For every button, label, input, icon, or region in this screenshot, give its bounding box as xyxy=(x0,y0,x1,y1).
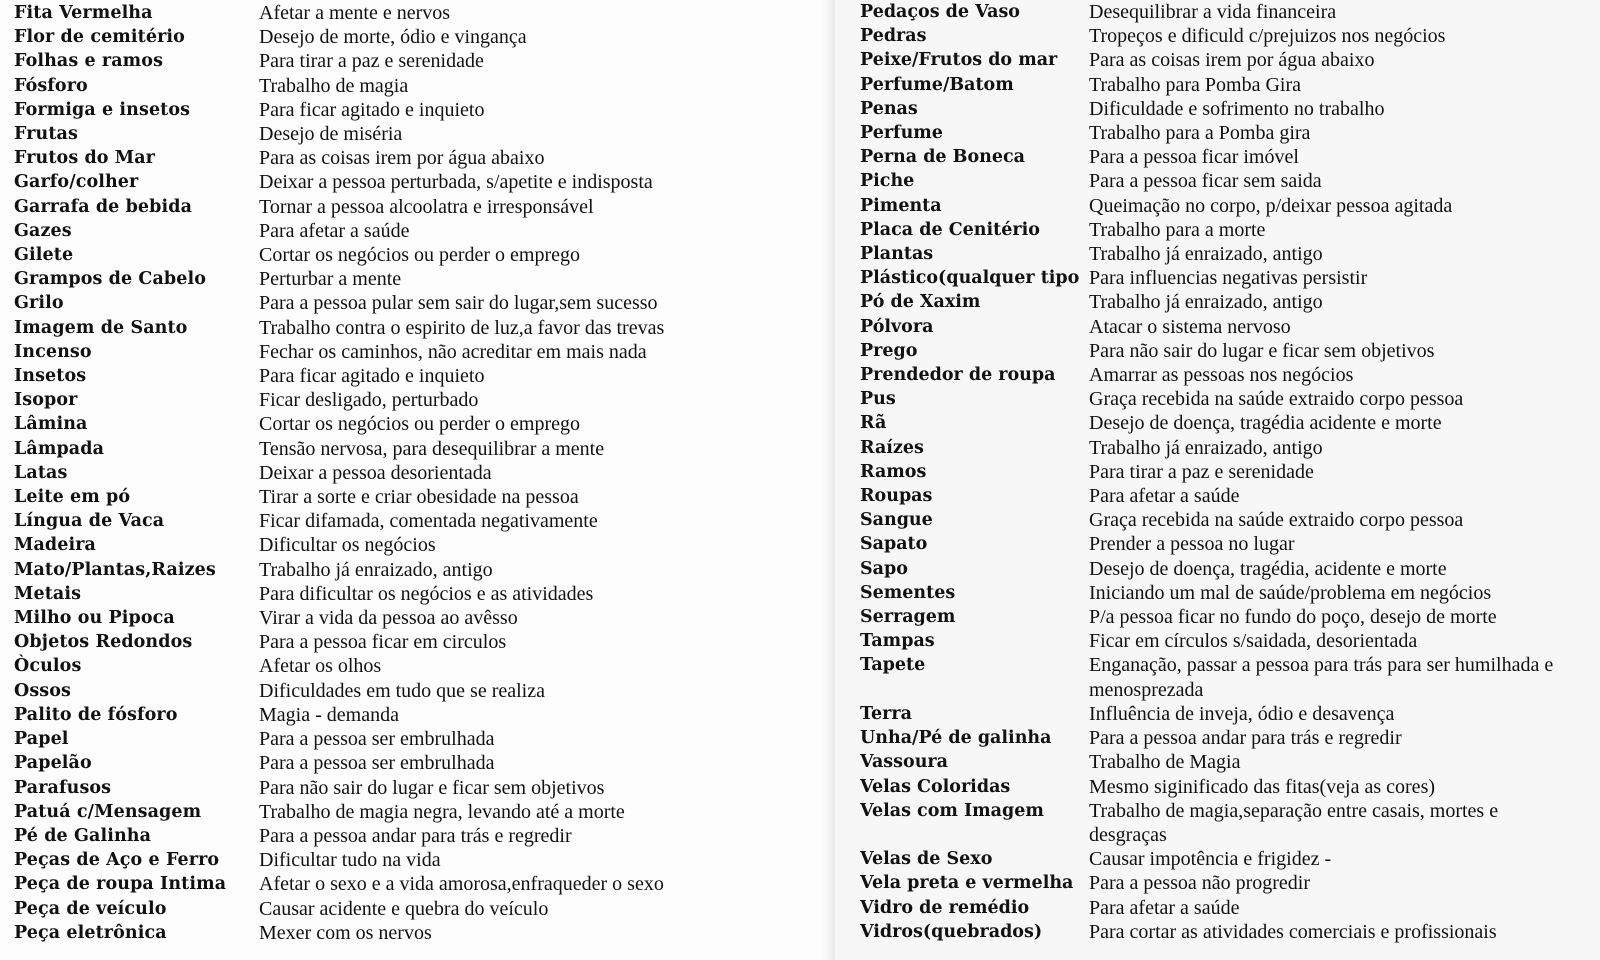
entry-meaning: Dificultar os negócios xyxy=(259,534,436,557)
entry-meaning: Para ficar agitado e inquieto xyxy=(259,98,485,121)
entry-term: Papelão xyxy=(14,753,92,774)
entry-term: Flor de cemitério xyxy=(14,27,185,48)
entry-term: Leite em pó xyxy=(14,487,131,508)
entry-term: Sangue xyxy=(860,510,933,531)
entry-term: Língua de Vaca xyxy=(14,511,165,532)
entry-meaning: Para a pessoa andar para trás e regredir xyxy=(1089,727,1402,750)
entry-meaning: Para a pessoa ficar em circulos xyxy=(259,631,507,654)
entry-row xyxy=(860,97,1600,121)
entry-meaning: Para não sair do lugar e ficar sem objetivos xyxy=(259,776,605,799)
entry-term: Vela preta e vermelha xyxy=(860,873,1074,894)
entry-term: Gazes xyxy=(14,220,72,241)
entry-meaning: Causar acidente e quebra do veículo xyxy=(259,897,549,920)
entry-row xyxy=(860,726,1600,750)
entry-term: Plantas xyxy=(860,244,934,265)
entry-term: Serragem xyxy=(860,607,956,628)
entry-term: Isopor xyxy=(14,390,78,411)
entry-row xyxy=(860,508,1600,532)
entry-row xyxy=(14,776,835,800)
entry-meaning: Para afetar a saúde xyxy=(259,219,410,242)
entry-term: Òculos xyxy=(14,656,82,677)
entry-meaning: Atacar o sistema nervoso xyxy=(1089,315,1291,338)
entry-row xyxy=(14,437,835,461)
entry-meaning: Dificultar tudo na vida xyxy=(259,849,441,872)
entry-term: Mato/Plantas,Raizes xyxy=(14,559,216,580)
entry-row xyxy=(14,243,835,267)
entry-meaning: Trabalho para a Pomba gira xyxy=(1089,122,1311,145)
entry-meaning: Trabalho de magia negra, levando até a morte xyxy=(259,800,625,823)
entry-row xyxy=(860,847,1600,871)
right-page xyxy=(835,0,1600,960)
entry-row xyxy=(14,98,835,122)
entry-row xyxy=(14,679,835,703)
entry-meaning: Cortar os negócios ou perder o emprego xyxy=(259,413,581,436)
entry-term: Piche xyxy=(860,171,915,192)
entry-row xyxy=(860,653,1600,701)
entry-meaning: Fechar os caminhos, não acreditar em mais nada xyxy=(259,340,647,363)
entry-row xyxy=(14,1,835,25)
entry-term: Papel xyxy=(14,729,69,750)
entry-meaning: Influência de inveja, ódio e desavença xyxy=(1089,702,1395,725)
entry-meaning: Ficar difamada, comentada negativamente xyxy=(259,510,598,533)
entry-row xyxy=(860,121,1600,145)
entry-meaning: Afetar a mente e nervos xyxy=(259,2,451,24)
entry-term: Perfume/Batom xyxy=(860,74,1014,95)
entry-term: Velas com Imagem xyxy=(860,800,1044,821)
entry-term: Parafusos xyxy=(14,777,112,798)
entry-row xyxy=(14,146,835,170)
entry-row xyxy=(14,412,835,436)
entry-term: Sapo xyxy=(860,558,908,579)
entry-meaning: Tornar a pessoa alcoolatra e irresponsável xyxy=(259,195,594,218)
entry-meaning: Trabalho já enraizado, antigo xyxy=(1089,436,1323,459)
entry-row xyxy=(860,363,1600,387)
entry-row xyxy=(14,485,835,509)
entry-meaning: Trabalho contra o espirito de luz,a favor das trevas xyxy=(259,316,665,339)
entry-term: Ramos xyxy=(860,461,927,482)
entry-term: Grilo xyxy=(14,293,64,314)
entry-meaning: Para a pessoa não progredir xyxy=(1089,872,1311,895)
entry-row xyxy=(14,461,835,485)
entry-row xyxy=(14,582,835,606)
entry-term: Sapato xyxy=(860,534,928,555)
entry-term: Objetos Redondos xyxy=(14,632,193,653)
entry-meaning: Para dificultar os negócios e as atividades xyxy=(259,582,594,605)
entry-term: Fósforo xyxy=(14,75,88,96)
entry-row xyxy=(860,920,1600,944)
entry-meaning: Trabalho para Pomba Gira xyxy=(1089,73,1301,96)
entry-term: Plástico(qualquer tipo xyxy=(860,268,1080,289)
entry-row xyxy=(14,340,835,364)
entry-term: Raízes xyxy=(860,437,924,458)
entry-term: Gilete xyxy=(14,245,74,266)
entry-row xyxy=(14,630,835,654)
entry-meaning: Iniciando um mal de saúde/problema em negócios xyxy=(1089,581,1492,604)
entry-row xyxy=(14,606,835,630)
entry-term: Lâmpada xyxy=(14,438,105,459)
entry-term: Peixe/Frutos do mar xyxy=(860,50,1058,71)
entry-meaning: Para ficar agitado e inquieto xyxy=(259,365,485,388)
entry-term: Peça eletrônica xyxy=(14,922,167,943)
entry-term: Grampos de Cabelo xyxy=(14,269,206,290)
entry-row xyxy=(860,242,1600,266)
entry-term: Folhas e ramos xyxy=(14,51,164,72)
entry-meaning: Para afetar a saúde xyxy=(1089,896,1240,919)
entry-meaning: Tensão nervosa, para desequilibrar a mente xyxy=(259,437,605,460)
entry-meaning: Amarrar as pessoas nos negócios xyxy=(1089,364,1354,387)
entry-row xyxy=(14,74,835,98)
right-entry-list xyxy=(860,0,1600,944)
entry-row xyxy=(860,702,1600,726)
entry-meaning: Afetar o sexo e a vida amorosa,enfraqueder o sexo xyxy=(259,873,664,896)
entry-meaning: Tirar a sorte e criar obesidade na pessoa xyxy=(259,486,579,509)
entry-meaning: Para as coisas irem por água abaixo xyxy=(259,147,545,170)
entry-row xyxy=(14,751,835,775)
entry-meaning: Trabalho já enraizado, antigo xyxy=(259,558,493,581)
entry-meaning: Desequilibrar a vida financeira xyxy=(1089,1,1337,23)
entry-row xyxy=(860,266,1600,290)
entry-row xyxy=(860,387,1600,411)
entry-meaning: Trabalho de Magia xyxy=(1089,751,1241,774)
entry-meaning: Deixar a pessoa perturbada, s/apetite e indisposta xyxy=(259,171,653,194)
entry-row xyxy=(14,122,835,146)
entry-term: Peças de Aço e Ferro xyxy=(14,850,220,871)
entry-term: Garrafa de bebida xyxy=(14,196,193,217)
entry-row xyxy=(860,218,1600,242)
entry-row xyxy=(14,848,835,872)
entry-meaning: Deixar a pessoa desorientada xyxy=(259,461,492,484)
entry-meaning: Para não sair do lugar e ficar sem objetivos xyxy=(1089,339,1435,362)
entry-row xyxy=(14,195,835,219)
entry-term: Velas Coloridas xyxy=(860,776,1011,797)
entry-meaning: Trabalho de magia xyxy=(259,74,409,97)
entry-row xyxy=(14,533,835,557)
entry-row xyxy=(14,291,835,315)
entry-row xyxy=(860,799,1600,847)
entry-row xyxy=(860,194,1600,218)
entry-row xyxy=(860,532,1600,556)
entry-row xyxy=(860,436,1600,460)
entry-term: Lâmina xyxy=(14,414,88,435)
entry-meaning: Enganação, passar a pessoa para trás para ser humilhada e menosprezada xyxy=(1089,654,1554,701)
entry-term: Palito de fósforo xyxy=(14,704,178,725)
entry-meaning: Causar impotência e frigidez - xyxy=(1089,848,1332,871)
entry-row xyxy=(860,169,1600,193)
entry-row xyxy=(14,388,835,412)
entry-term: Perfume xyxy=(860,123,943,144)
entry-row xyxy=(14,558,835,582)
entry-row xyxy=(14,800,835,824)
entry-meaning: Dificuldade e sofrimento no trabalho xyxy=(1089,97,1385,120)
entry-term: Imagem de Santo xyxy=(14,317,188,338)
entry-term: Peça de roupa Intima xyxy=(14,874,227,895)
entry-term: Incenso xyxy=(14,341,92,362)
entry-row xyxy=(860,460,1600,484)
entry-meaning: Para a pessoa pular sem sair do lugar,sem sucesso xyxy=(259,292,658,315)
entry-term: Formiga e insetos xyxy=(14,99,191,120)
entry-term: Roupas xyxy=(860,486,933,507)
entry-row xyxy=(860,0,1600,24)
entry-meaning: Mesmo siginificado das fitas(veja as cores) xyxy=(1089,775,1436,798)
entry-row xyxy=(860,629,1600,653)
entry-term: Sementes xyxy=(860,582,956,603)
entry-meaning: Para tirar a paz e serenidade xyxy=(259,50,484,73)
entry-term: Velas de Sexo xyxy=(860,849,993,870)
entry-term: Perna de Boneca xyxy=(860,147,1025,168)
entry-term: Latas xyxy=(14,462,68,483)
entry-term: Penas xyxy=(860,98,918,119)
entry-meaning: Desejo de doença, tragédia, acidente e morte xyxy=(1089,557,1447,580)
entry-meaning: Desejo de morte, ódio e vingança xyxy=(259,26,527,49)
entry-term: Patuá c/Mensagem xyxy=(14,801,202,822)
entry-term: Pé de Galinha xyxy=(14,825,152,846)
entry-meaning: Dificuldades em tudo que se realiza xyxy=(259,679,545,702)
entry-row xyxy=(14,267,835,291)
entry-term: Tampas xyxy=(860,631,935,652)
entry-row xyxy=(14,316,835,340)
entry-meaning: Perturbar a mente xyxy=(259,268,402,291)
entry-meaning: Tropeços e dificuld c/prejuizos nos negócios xyxy=(1089,25,1446,48)
entry-term: Pólvora xyxy=(860,316,934,337)
entry-meaning: Desejo de miséria xyxy=(259,123,403,146)
entry-term: Tapete xyxy=(860,655,926,676)
entry-term: Prendedor de roupa xyxy=(860,365,1056,386)
entry-meaning: Para a pessoa ficar sem saida xyxy=(1089,170,1322,193)
entry-term: Vassoura xyxy=(860,752,948,773)
entry-meaning: Ficar desligado, perturbado xyxy=(259,389,479,412)
entry-term: Fita Vermelha xyxy=(14,3,153,23)
entry-term: Pus xyxy=(860,389,896,410)
entry-term: Frutos do Mar xyxy=(14,148,155,169)
entry-meaning: Para a pessoa ficar imóvel xyxy=(1089,146,1299,169)
entry-row xyxy=(860,557,1600,581)
entry-row xyxy=(14,509,835,533)
entry-row xyxy=(860,315,1600,339)
entry-row xyxy=(860,73,1600,97)
entry-meaning: Para cortar as atividades comerciais e profissionais xyxy=(1089,920,1497,943)
entry-row xyxy=(860,24,1600,48)
entry-term: Peça de veículo xyxy=(14,898,167,919)
entry-meaning: Trabalho já enraizado, antigo xyxy=(1089,291,1323,314)
entry-meaning: Magia - demanda xyxy=(259,703,399,726)
entry-term: Pó de Xaxim xyxy=(860,292,981,313)
entry-row xyxy=(860,871,1600,895)
entry-term: Metais xyxy=(14,583,82,604)
entry-term: Prego xyxy=(860,340,918,361)
entry-meaning: Para influencias negativas persistir xyxy=(1089,267,1368,290)
entry-row xyxy=(860,775,1600,799)
entry-row xyxy=(860,145,1600,169)
entry-term: Ossos xyxy=(14,680,71,701)
entry-meaning: Trabalho já enraizado, antigo xyxy=(1089,243,1323,266)
entry-term: Frutas xyxy=(14,124,78,145)
entry-term: Terra xyxy=(860,703,912,724)
entry-row xyxy=(860,48,1600,72)
entry-row xyxy=(14,219,835,243)
entry-row xyxy=(860,605,1600,629)
left-entry-list xyxy=(14,1,835,945)
entry-meaning: Afetar os olhos xyxy=(259,655,382,678)
entry-meaning: Para as coisas irem por água abaixo xyxy=(1089,49,1375,72)
entry-term: Unha/Pé de galinha xyxy=(860,728,1052,749)
entry-meaning: Desejo de doença, tragédia acidente e morte xyxy=(1089,412,1442,435)
entry-meaning: Para tirar a paz e serenidade xyxy=(1089,460,1314,483)
entry-row xyxy=(860,896,1600,920)
entry-row xyxy=(14,25,835,49)
entry-meaning: Para a pessoa ser embrulhada xyxy=(259,728,495,751)
entry-row xyxy=(14,824,835,848)
entry-term: Insetos xyxy=(14,366,87,387)
entry-term: Madeira xyxy=(14,535,96,556)
entry-meaning: Graça recebida na saúde extraido corpo pessoa xyxy=(1089,509,1464,532)
entry-meaning: Trabalho de magia,separação entre casais, mortes e desgraças xyxy=(1089,799,1499,846)
entry-row xyxy=(860,581,1600,605)
entry-row xyxy=(14,727,835,751)
entry-row xyxy=(14,654,835,678)
entry-row xyxy=(14,872,835,896)
entry-meaning: Cortar os negócios ou perder o emprego xyxy=(259,244,581,267)
entry-term: Vidros(quebrados) xyxy=(860,921,1043,942)
entry-row xyxy=(860,484,1600,508)
entry-meaning: Virar a vida da pessoa ao avêsso xyxy=(259,607,518,630)
entry-row xyxy=(860,290,1600,314)
entry-term: Pedaços de Vaso xyxy=(860,2,1020,22)
entry-term: Pimenta xyxy=(860,195,942,216)
entry-row xyxy=(14,897,835,921)
entry-meaning: Graça recebida na saúde extraido corpo pessoa xyxy=(1089,388,1464,411)
entry-meaning: Ficar em círculos s/saidada, desorientada xyxy=(1089,630,1418,653)
entry-meaning: Prender a pessoa no lugar xyxy=(1089,533,1295,556)
entry-row xyxy=(860,750,1600,774)
entry-meaning: Para a pessoa ser embrulhada xyxy=(259,752,495,775)
entry-meaning: Queimação no corpo, p/deixar pessoa agitada xyxy=(1089,194,1453,217)
entry-meaning: Para afetar a saúde xyxy=(1089,485,1240,508)
entry-row xyxy=(14,170,835,194)
entry-term: Placa de Cenitério xyxy=(860,219,1040,240)
entry-term: Milho ou Pipoca xyxy=(14,608,175,629)
entry-term: Garfo/colher xyxy=(14,172,139,193)
entry-term: Rã xyxy=(860,413,887,434)
entry-meaning: Trabalho para a morte xyxy=(1089,218,1266,241)
entry-term: Pedras xyxy=(860,26,927,47)
entry-row xyxy=(14,921,835,945)
entry-row xyxy=(860,411,1600,435)
entry-row xyxy=(14,703,835,727)
entry-meaning: Mexer com os nervos xyxy=(259,921,432,944)
entry-meaning: Para a pessoa andar para trás e regredir xyxy=(259,824,572,847)
entry-row xyxy=(860,339,1600,363)
entry-row xyxy=(14,364,835,388)
entry-term: Vidro de remédio xyxy=(860,897,1030,918)
entry-meaning: P/a pessoa ficar no fundo do poço, desejo de morte xyxy=(1089,606,1497,629)
entry-row xyxy=(14,49,835,73)
